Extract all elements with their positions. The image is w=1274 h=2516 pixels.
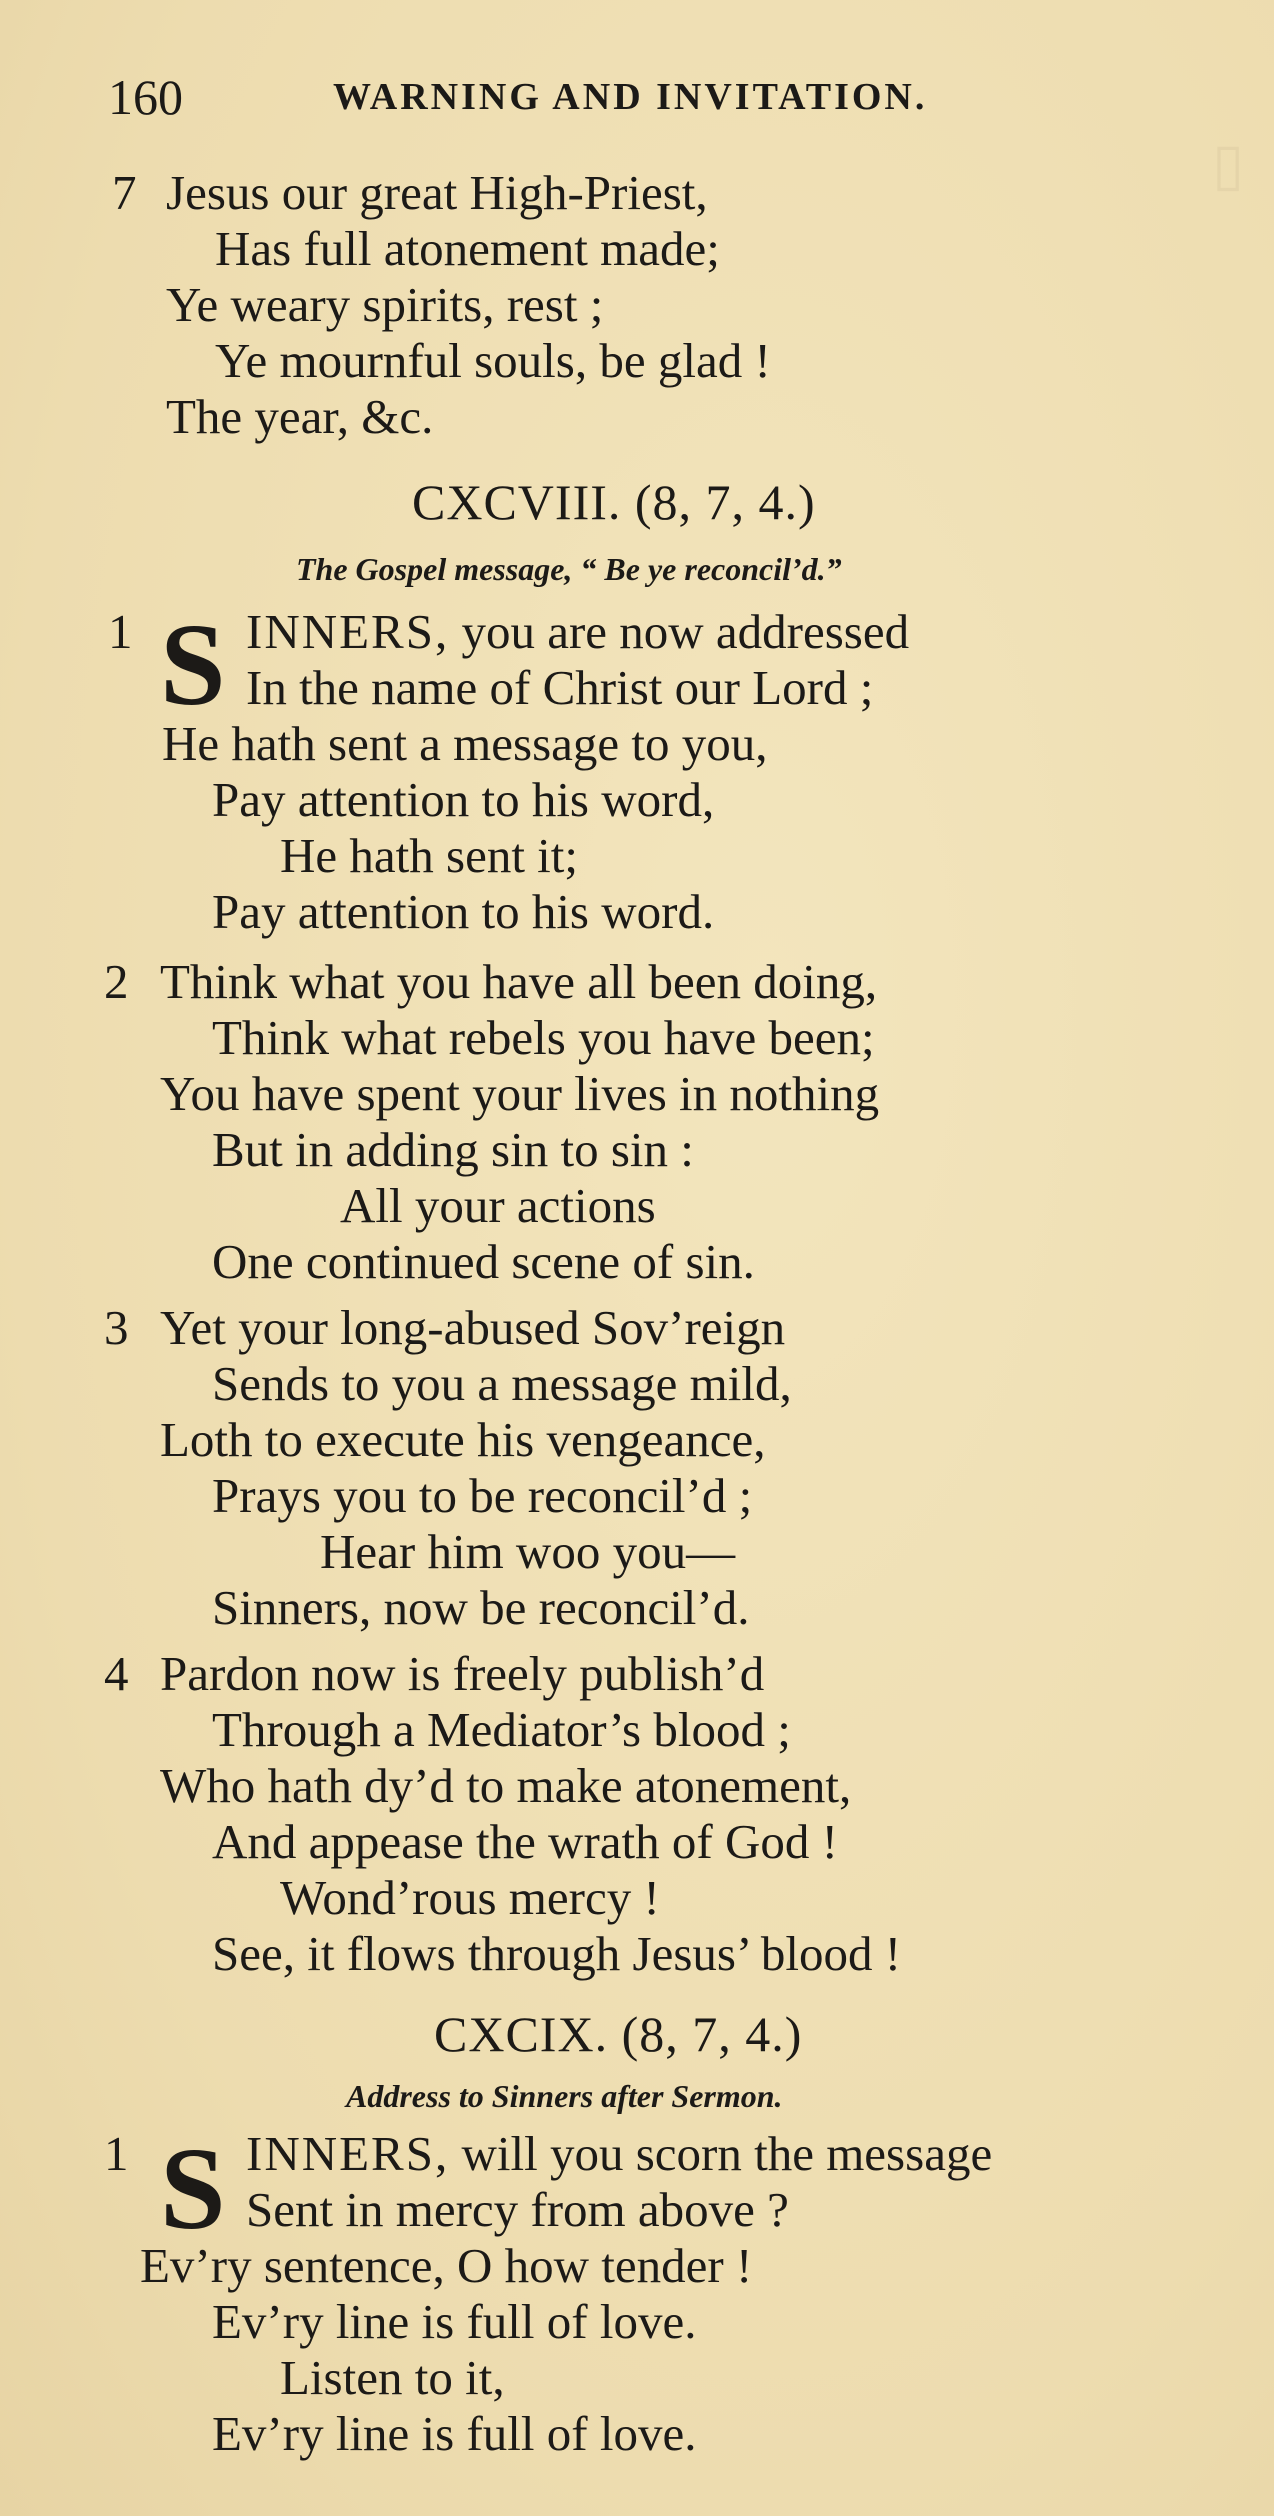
first-word: INNERS, <box>246 2126 450 2181</box>
verse-line: Pardon now is freely publish’d <box>160 1646 765 1701</box>
first-line-rest: you are now addressed <box>449 604 910 659</box>
verse-number: 1 <box>104 2126 129 2181</box>
hymn-199-title: CXCIX. (8, 7, 4.) <box>434 2006 803 2062</box>
verse-line: Pay attention to his word. <box>212 884 715 939</box>
hymn-198-title: CXCVIII. (8, 7, 4.) <box>412 474 816 530</box>
verse-number: 7 <box>112 165 137 220</box>
bleed-through-shadow: ▯ <box>1212 132 1244 197</box>
verse-line: He hath sent a message to you, <box>162 716 768 771</box>
verse-line: In the name of Christ our Lord ; <box>246 660 874 715</box>
verse-line: Ev’ry sentence, O how tender ! <box>140 2238 753 2293</box>
verse-number: 1 <box>108 604 133 659</box>
first-line-rest: will you scorn the message <box>449 2126 993 2181</box>
verse-line: Prays you to be reconcil’d ; <box>212 1468 753 1523</box>
verse-line: Has full atonement made; <box>215 221 720 276</box>
verse-line: Ev’ry line is full of love. <box>212 2406 697 2461</box>
verse-line: Ye weary spirits, rest ; <box>166 277 604 332</box>
verse-line: Who hath dy’d to make atonement, <box>160 1758 852 1813</box>
verse-line: Wond’rous mercy ! <box>280 1870 660 1925</box>
verse-line: Sent in mercy from above ? <box>246 2182 789 2237</box>
verse-line: Think what you have all been doing, <box>160 954 878 1009</box>
verse-line: Ev’ry line is full of love. <box>212 2294 697 2349</box>
verse-line: Think what rebels you have been; <box>212 1010 875 1065</box>
verse-line: Sends to you a message mild, <box>212 1356 792 1411</box>
verse-line: He hath sent it; <box>280 828 579 883</box>
verse-line: Pay attention to his word, <box>212 772 715 827</box>
verse-line: But in adding sin to sin : <box>212 1122 694 1177</box>
verse-line: Yet your long-abused Sov’reign <box>160 1300 786 1355</box>
drop-cap: S <box>160 2123 226 2254</box>
verse-line: Sinners, now be reconcil’d. <box>212 1580 750 1635</box>
verse-line: The year, &c. <box>166 389 434 444</box>
first-word: INNERS, <box>246 604 450 659</box>
verse-number: 2 <box>104 954 129 1009</box>
verse-number: 4 <box>104 1646 129 1701</box>
drop-cap: S <box>160 599 226 730</box>
page-number: 160 <box>108 69 183 125</box>
verse-line: All your actions <box>340 1178 656 1233</box>
verse-line: Loth to execute his vengeance, <box>160 1412 766 1467</box>
verse-line: Listen to it, <box>280 2350 505 2405</box>
verse-line: One continued scene of sin. <box>212 1234 755 1289</box>
verse-line: Through a Mediator’s blood ; <box>212 1702 791 1757</box>
verse-line: Jesus our great High-Priest, <box>166 165 708 220</box>
hymn-198-subtitle: The Gospel message, “ Be ye reconcil’d.” <box>296 551 842 587</box>
running-title: WARNING AND INVITATION. <box>333 76 928 118</box>
hymn-199-subtitle: Address to Sinners after Sermon. <box>346 2078 783 2114</box>
verse-line: See, it flows through Jesus’ blood ! <box>212 1926 902 1981</box>
verse-number: 3 <box>104 1300 129 1355</box>
verse-line: You have spent your lives in nothing <box>160 1066 880 1121</box>
verse-line <box>246 2126 992 2182</box>
verse-line <box>246 604 909 660</box>
verse-line: Ye mournful souls, be glad ! <box>215 333 771 388</box>
verse-line: And appease the wrath of God ! <box>212 1814 838 1869</box>
verse-line: Hear him woo you— <box>320 1524 736 1579</box>
page-header <box>108 62 1108 132</box>
